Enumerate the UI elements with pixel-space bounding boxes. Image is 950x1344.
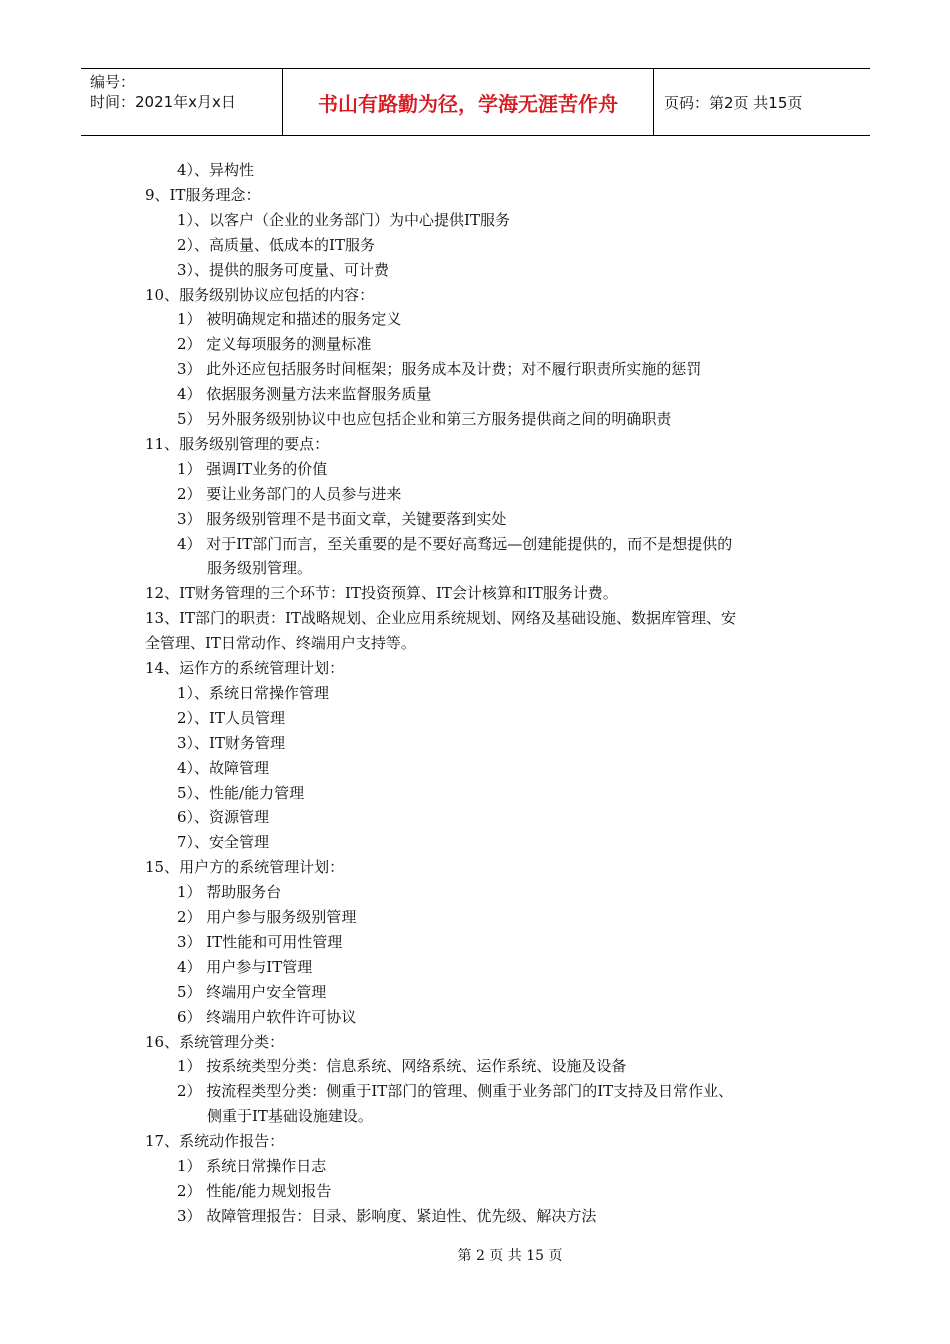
page-footer: 第 2 页 共 15 页 — [457, 1248, 563, 1264]
text-line: 10、服务级别协议应包括的内容： — [145, 285, 375, 304]
text-line: 13、IT部门的职责：IT战略规划、企业应用系统规划、网络及基础设施、数据库管理、安 — [145, 609, 736, 628]
text-line: 1） 按系统类型分类：信息系统、网络系统、运作系统、设施及设备 — [177, 1057, 627, 1076]
text-line: 11、服务级别管理的要点： — [145, 434, 330, 453]
text-line: 14、运作方的系统管理计划： — [145, 659, 345, 677]
document-number-label: 编号： — [90, 73, 136, 91]
text-line: 1）、以客户（企业的业务部门）为中心提供IT服务 — [177, 210, 510, 229]
text-line: 3） 此外还应包括服务时间框架；服务成本及计费；对不履行职责所实施的惩罚 — [177, 360, 702, 379]
text-line: 4）、故障管理 — [177, 758, 270, 777]
header-motto: 书山有路勤为径，学海无涯苦作舟 — [283, 69, 654, 135]
text-line: 3） 故障管理报告：目录、影响度、紧迫性、优先级、解决方法 — [177, 1206, 597, 1225]
text-line: 1） 系统日常操作日志 — [177, 1157, 327, 1175]
text-line: 服务级别管理。 — [207, 559, 313, 578]
text-line: 侧重于IT基础设施建设。 — [207, 1107, 373, 1126]
text-line: 6） 终端用户软件许可协议 — [177, 1007, 357, 1026]
text-line: 2）、高质量、低成本的IT服务 — [177, 235, 375, 254]
text-line: 1） 帮助服务台 — [177, 883, 282, 902]
text-line: 2）、IT人员管理 — [177, 708, 285, 727]
text-line: 2） 用户参与服务级别管理 — [177, 908, 357, 926]
text-line: 17、系统动作报告： — [145, 1132, 285, 1151]
page-header — [81, 68, 870, 136]
text-line: 2） 按流程类型分类：侧重于IT部门的管理、侧重于业务部门的IT支持及日常作业、 — [177, 1082, 734, 1101]
text-line: 1） 强调IT业务的价值 — [177, 459, 328, 478]
text-line: 5） 另外服务级别协议中也应包括企业和第三方服务提供商之间的明确职责 — [177, 410, 672, 428]
text-line: 4） 用户参与IT管理 — [177, 957, 313, 976]
text-line: 3） IT性能和可用性管理 — [177, 932, 343, 951]
text-line: 2） 性能/能力规划报告 — [177, 1181, 332, 1200]
text-line: 3） 服务级别管理不是书面文章，关键要落到实处 — [177, 509, 507, 528]
text-line: 15、用户方的系统管理计划： — [145, 858, 345, 877]
text-line: 7）、安全管理 — [177, 833, 270, 852]
text-line: 9、IT服务理念： — [145, 185, 261, 204]
text-line: 4）、异构性 — [177, 161, 255, 179]
text-line: 2） 要让业务部门的人员参与进来 — [177, 484, 402, 503]
text-line: 1） 被明确规定和描述的服务定义 — [177, 310, 402, 329]
text-line: 2） 定义每项服务的测量标准 — [177, 335, 372, 354]
text-line: 1）、系统日常操作管理 — [177, 683, 330, 702]
text-line: 3）、IT财务管理 — [177, 733, 285, 752]
text-line: 6）、资源管理 — [177, 808, 270, 827]
text-line: 全管理、IT日常动作、终端用户支持等。 — [145, 634, 416, 653]
text-line: 3）、提供的服务可度量、可计费 — [177, 260, 390, 279]
text-line: 5） 终端用户安全管理 — [177, 982, 327, 1001]
text-line: 12、IT财务管理的三个环节：IT投资预算、IT会计核算和IT服务计费。 — [145, 584, 618, 603]
header-meta — [81, 69, 283, 135]
text-line: 5）、性能/能力管理 — [177, 783, 305, 802]
document-time: 时间：2021年x月x日 — [90, 93, 236, 111]
text-line: 4） 对于IT部门而言，至关重要的是不要好高骛远—创建能提供的，而不是想提供的 — [177, 534, 733, 553]
text-line: 4） 依据服务测量方法来监督服务质量 — [177, 385, 432, 404]
text-line: 16、系统管理分类： — [145, 1032, 285, 1051]
header-page-info: 页码：第2页 共15页 — [664, 93, 803, 112]
